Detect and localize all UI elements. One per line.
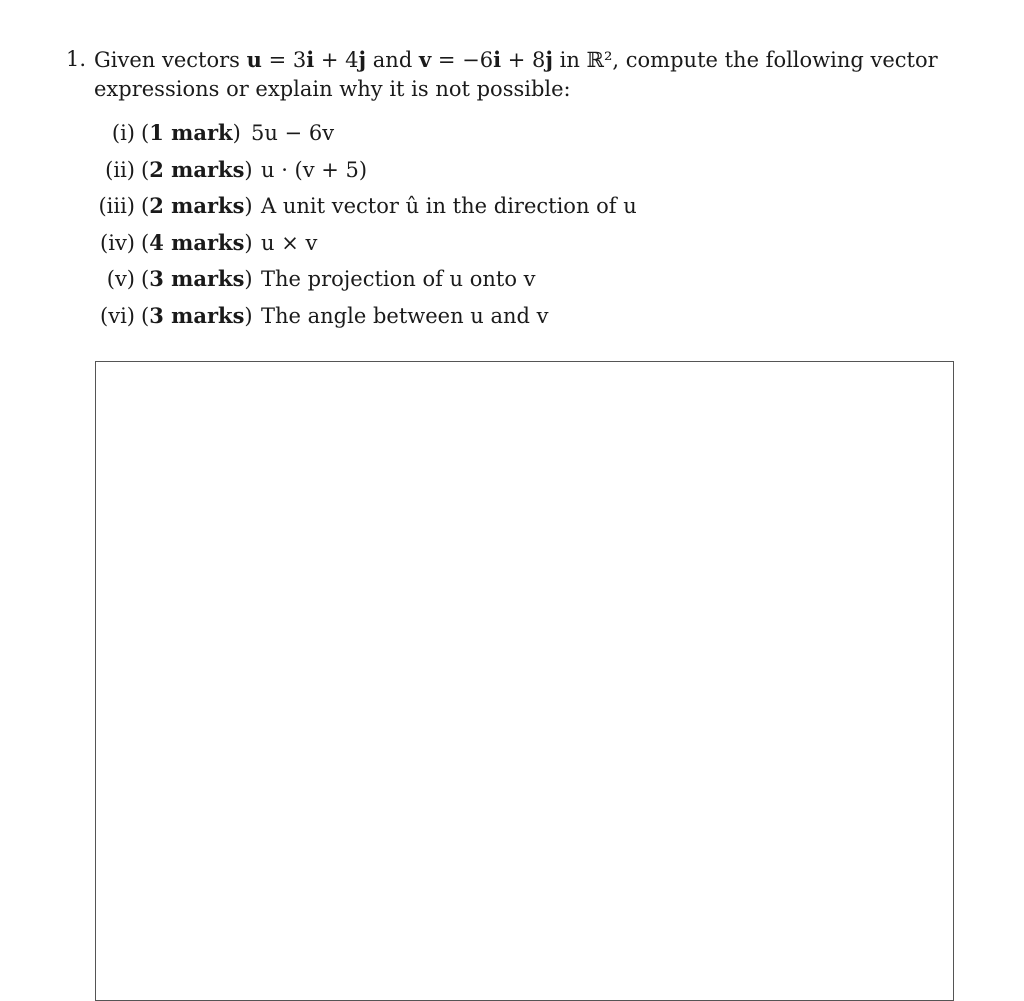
marks-label: (4 marks) <box>141 229 253 255</box>
answer-box[interactable] <box>95 361 954 1001</box>
sub-question-text: A unit vector û in the direction of u <box>261 194 637 219</box>
marks-label: (1 mark) <box>141 120 241 145</box>
sub-question-list <box>66 115 637 335</box>
sub-question-number: (i) <box>111 121 135 145</box>
sub-question-text: 5u − 6v <box>251 121 335 145</box>
sub-question-text: The projection of u onto v <box>261 267 536 292</box>
sub-question-text: u × v <box>261 230 318 255</box>
question-1 <box>66 45 1006 104</box>
marks-label: (3 marks) <box>141 266 253 292</box>
sub-question-iii <box>66 188 637 225</box>
sub-question-number: (ii) <box>105 157 135 182</box>
sub-question-number: (iv) <box>100 230 135 255</box>
sub-question-number: (iii) <box>98 194 135 219</box>
sub-question-text: The angle between u and v <box>261 303 549 328</box>
sub-question-v <box>66 261 637 298</box>
sub-question-number: (vi) <box>100 303 135 328</box>
marks-label: (3 marks) <box>141 302 253 328</box>
sub-question-iv <box>66 225 637 262</box>
sub-question-number: (v) <box>106 267 135 292</box>
sub-question-text: u · (v + 5) <box>261 157 368 182</box>
sub-question-i <box>66 115 637 152</box>
question-stem: Given vectors u = 3i + 4j and v = −6i + 8j in ℝ², compute the following vector expressions or explain why it is not possible: <box>94 47 938 101</box>
marks-label: (2 marks) <box>141 156 253 182</box>
sub-question-vi <box>66 298 637 335</box>
question-number: 1. <box>66 47 87 71</box>
sub-question-ii <box>66 152 637 189</box>
marks-label: (2 marks) <box>141 193 253 219</box>
